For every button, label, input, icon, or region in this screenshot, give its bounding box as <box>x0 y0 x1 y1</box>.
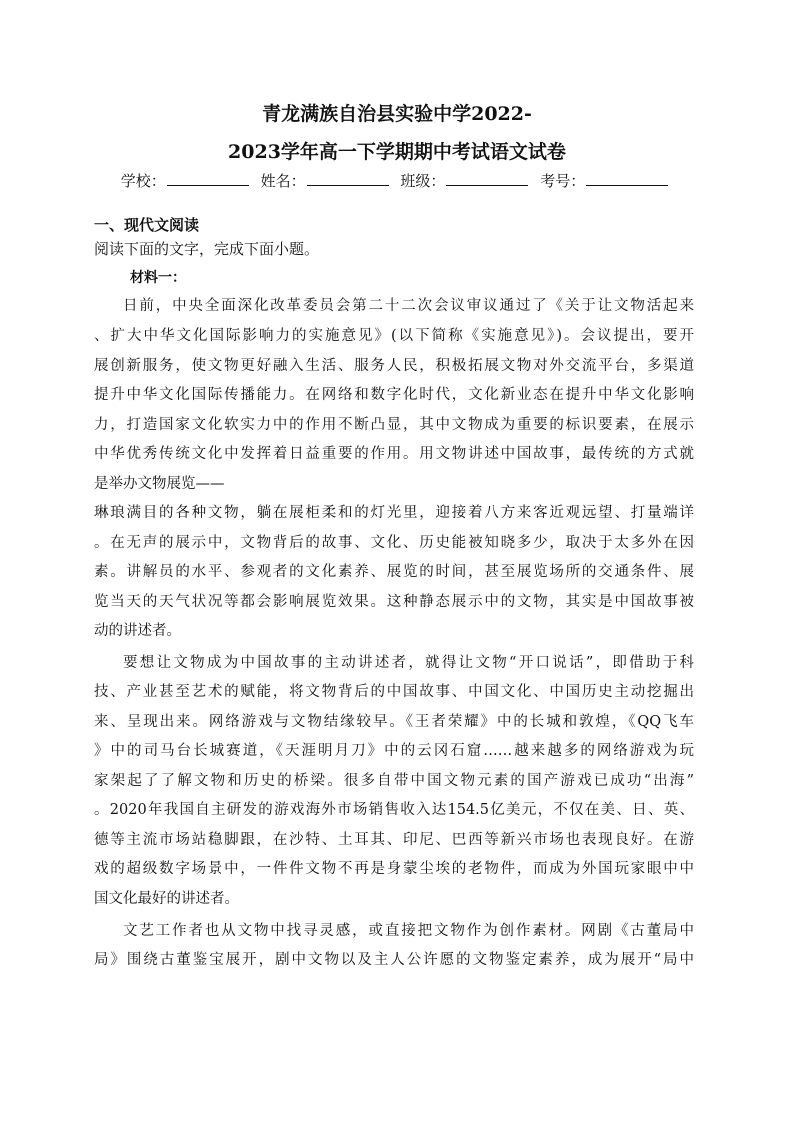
reading-instruction: 阅读下面的文字，完成下面小题。 <box>94 240 320 258</box>
passage-line: 家架起了了解文物和历史的桥梁。很多自带中国文物元素的国产游戏已成功“出海” <box>94 773 694 789</box>
exam-title-line-1: 青龙满族自治县实验中学2022- <box>262 103 532 125</box>
passage-line: 日前，中央全面深化改革委员会第二十二次会议审议通过了《关于让文物活起来 <box>123 298 694 314</box>
passage-line: 局》围绕古董鉴宝展开，剧中文物以及主人公许愿的文物鉴定素养，成为展开“局中 <box>94 952 694 968</box>
passage-line: 。在无声的展示中，文物背后的故事、文化、历史能被知晓多少，取决于太多外在因 <box>94 535 694 551</box>
passage-line: 提升中华文化国际传播能力。在网络和数字化时代，文化新业态在提升中华文化影响 <box>94 387 694 403</box>
passage-line: 》中的司马台长城赛道，《天涯明月刀》中的云冈石窟……越来越多的网络游戏为玩 <box>94 743 694 759</box>
name-label: 姓名： <box>260 172 306 190</box>
passage-line: 动的讲述者。 <box>94 623 181 639</box>
exam-title-line-2: 2023学年高一下学期期中考试语文试卷 <box>228 141 566 163</box>
passage-line: 德等主流市场站稳脚跟，在沙特、土耳其、印尼、巴西等新兴市场也表现良好。在游 <box>94 832 694 848</box>
passage-line: 中华优秀传统文化中发挥着日益重要的作用。用文物讲述中国故事，最传统的方式就 <box>94 446 694 462</box>
passage-line: 、扩大中华文化国际影响力的实施意见》(以下简称《实施意见》)。会议提出，要开 <box>94 328 694 344</box>
section-heading: 一、现代文阅读 <box>94 216 200 234</box>
exam-number-blank[interactable] <box>586 171 668 186</box>
school-blank[interactable] <box>167 171 249 186</box>
passage-line: 素。讲解员的水平、参观者的文化素养、展览的时间，甚至展览场所的交通条件、展 <box>94 564 694 580</box>
passage-line: 览当天的天气状况等都会影响展览效果。这种静态展示中的文物，其实是中国故事被 <box>94 594 694 610</box>
passage-line: 琳琅满目的各种文物，躺在展柜柔和的灯光里，迎接着八方来客近观远望、打量端详 <box>94 505 694 521</box>
passage-line: 戏的超级数字场景中，一件件文物不再是身蒙尘埃的老物件，而成为外国玩家眼中中 <box>94 861 694 877</box>
passage-line: 国文化最好的讲述者。 <box>94 891 239 907</box>
passage-line: 要想让文物成为中国故事的主动讲述者，就得让文物“开口说话”，即借助于科 <box>123 655 694 671</box>
material-label: 材料一： <box>130 270 186 286</box>
passage-line: 。2020年我国自主研发的游戏海外市场销售收入达154.5亿美元，不仅在美、日、英、 <box>94 802 694 818</box>
student-info-row <box>0 170 794 191</box>
passage-line: 是举办文物展览—— <box>94 476 225 492</box>
class-label: 班级： <box>400 172 446 190</box>
class-blank[interactable] <box>446 171 528 186</box>
passage-line: 力，打造国家文化软实力中的作用不断凸显，其中文物成为重要的标识要素，在展示 <box>94 417 694 433</box>
passage-line: 技、产业甚至艺术的赋能，将文物背后的中国故事、中国文化、中国历史主动挖掘出 <box>94 684 694 700</box>
passage-line: 展创新服务，使文物更好融入生活、服务人民，积极拓展文物对外交流平台，多渠道 <box>94 358 694 374</box>
exam-number-label: 考号： <box>540 172 586 190</box>
passage-line: 来、呈现出来。网络游戏与文物结缘较早。《王者荣耀》中的长城和敦煌，《QQ飞车 <box>94 714 694 730</box>
passage-line: 文艺工作者也从文物中找寻灵感，或直接把文物作为创作素材。网剧《古董局中 <box>123 923 694 939</box>
school-label: 学校： <box>120 172 166 190</box>
name-blank[interactable] <box>307 171 389 186</box>
